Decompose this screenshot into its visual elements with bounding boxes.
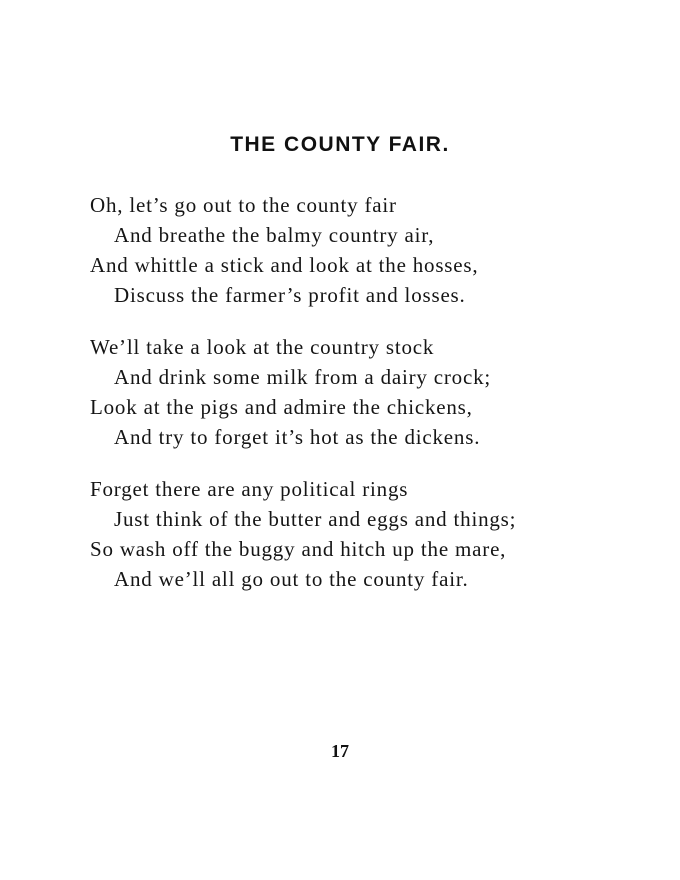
poem-line: Look at the pigs and admire the chickens,: [90, 395, 473, 419]
poem-line: Just think of the butter and eggs and things;: [114, 507, 517, 531]
poem-body: [90, 190, 650, 594]
poem-line: And drink some milk from a dairy crock;: [114, 365, 492, 389]
poem-title: THE COUNTY FAIR.: [230, 133, 450, 156]
poem-line: And whittle a stick and look at the hosses,: [90, 253, 479, 277]
poem-line: Discuss the farmer’s profit and losses.: [114, 283, 466, 307]
poem-line: And try to forget it’s hot as the dickens.: [114, 425, 481, 449]
poem-line: And breathe the balmy country air,: [114, 223, 435, 247]
poem-line: Forget there are any political rings: [90, 477, 409, 501]
poem-line: Oh, let’s go out to the county fair: [90, 193, 397, 217]
poem-line: We’ll take a look at the country stock: [90, 335, 435, 359]
poem-line: So wash off the buggy and hitch up the mare,: [90, 537, 507, 561]
stanza-2: [90, 332, 650, 452]
stanza-1: [90, 190, 650, 310]
stanza-3: [90, 474, 650, 594]
page-number: 17: [331, 741, 349, 761]
poem-line: And we’ll all go out to the county fair.: [114, 567, 469, 591]
